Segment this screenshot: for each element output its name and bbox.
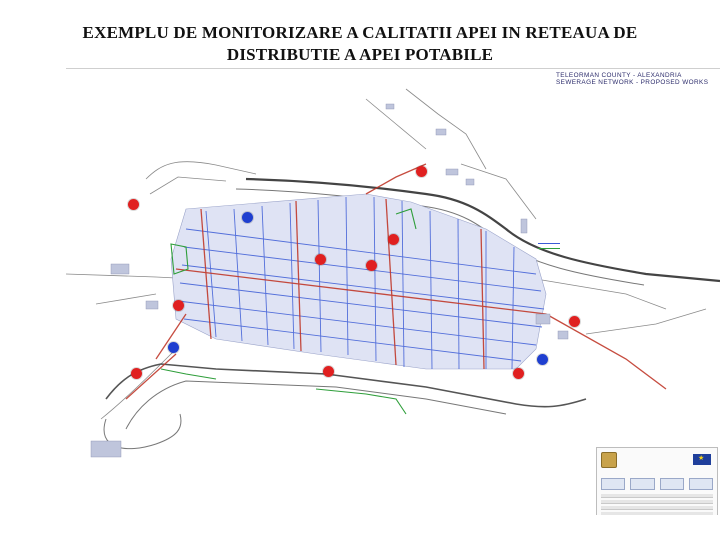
title-line-1: EXEMPLU DE MONITORIZARE A CALITATII APEI IN RETEAUA DE [82,23,638,42]
network-map[interactable] [66,68,720,515]
partner-logos [601,478,713,490]
red-monitoring-point[interactable] [513,368,524,379]
red-monitoring-point[interactable] [128,199,139,210]
red-monitoring-point[interactable] [323,366,334,377]
red-monitoring-point[interactable] [131,368,142,379]
map-caption [556,72,708,86]
title-block [596,447,718,515]
blue-monitoring-point[interactable] [168,342,179,353]
red-monitoring-point[interactable] [173,300,184,311]
title-block-rows [601,494,713,515]
city-area [171,194,546,369]
map-caption-line-1: TELEORMAN COUNTY - ALEXANDRIA [556,72,682,79]
red-monitoring-point[interactable] [569,316,580,327]
red-monitoring-point[interactable] [388,234,399,245]
red-monitoring-point[interactable] [366,260,377,271]
legend-swatch-blue [538,243,560,244]
map-caption-line-2: SEWERAGE NETWORK - PROPOSED WORKS [556,79,709,86]
crest-icon [601,452,617,468]
red-monitoring-point[interactable] [315,254,326,265]
title-line-2: DISTRIBUTIE A APEI POTABILE [226,45,494,64]
map-legend [538,241,563,251]
blue-monitoring-point[interactable] [537,354,548,365]
eu-flag-icon [693,454,711,465]
red-monitoring-point[interactable] [416,166,427,177]
legend-swatch-green [538,248,560,249]
blue-monitoring-point[interactable] [242,212,253,223]
legend-row [538,246,563,251]
slide-title [0,22,720,66]
